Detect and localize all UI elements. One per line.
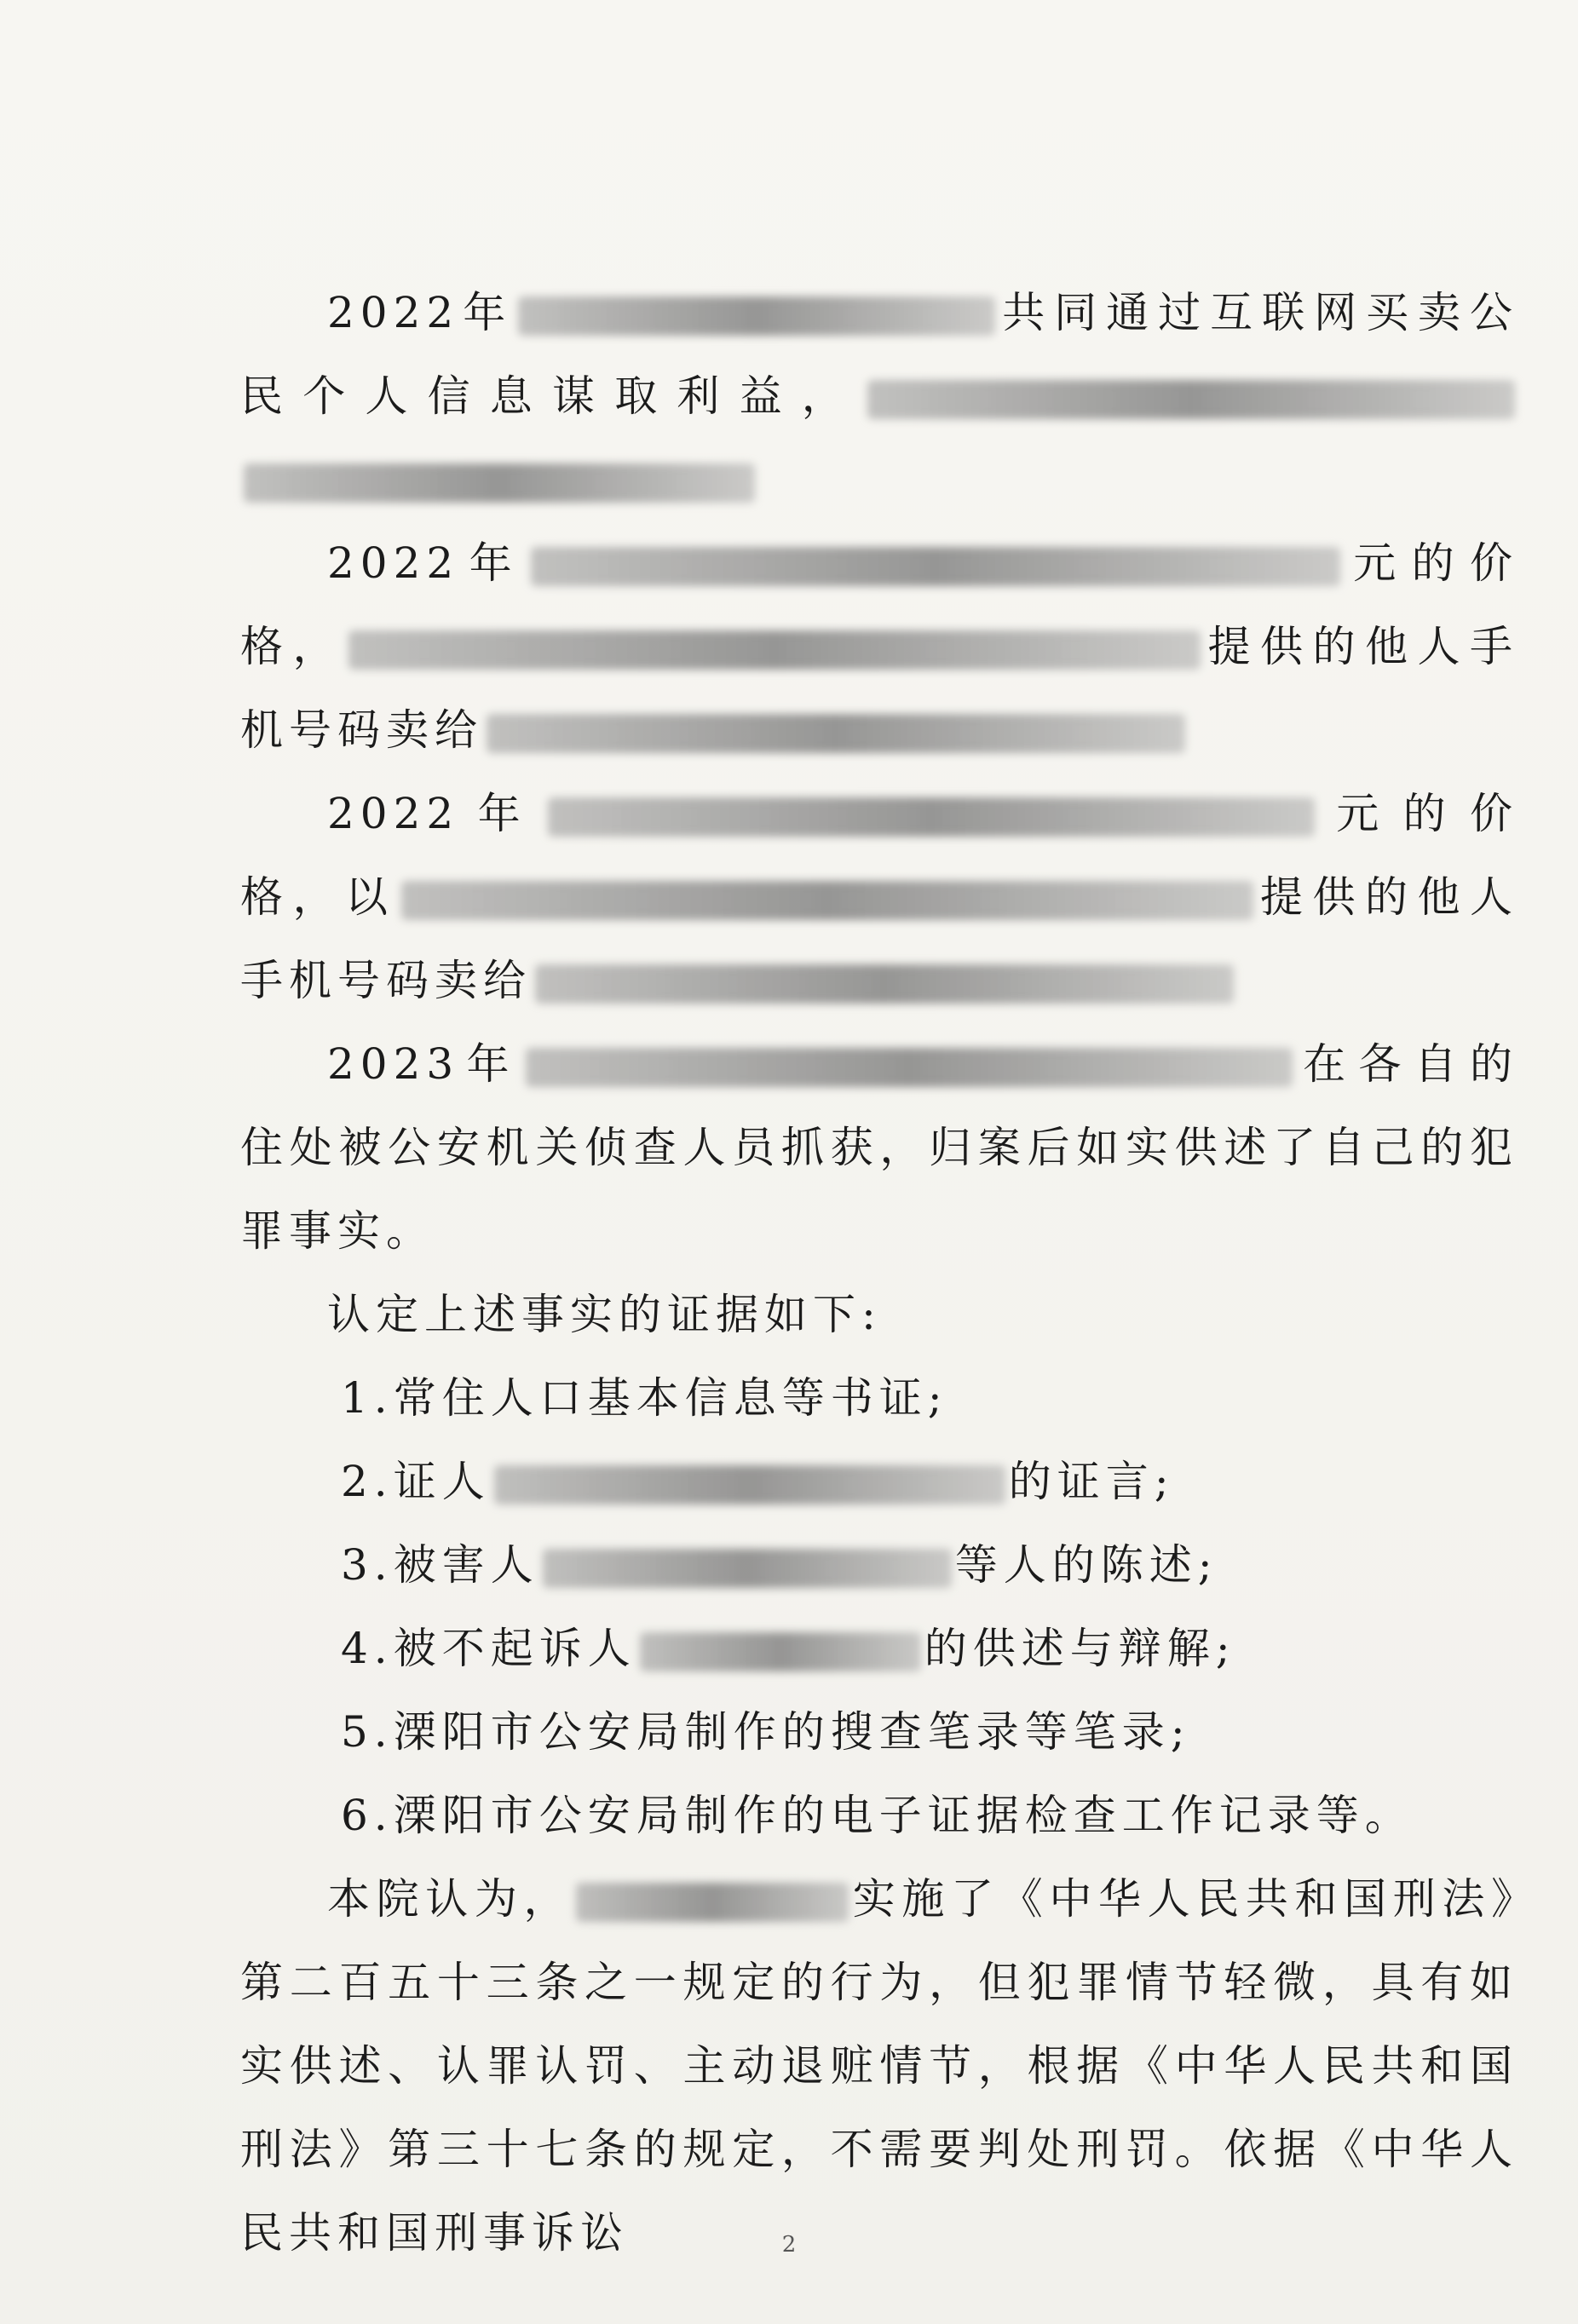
p1-year: 2022年 [327, 288, 515, 337]
redacted-text [518, 296, 995, 336]
paragraph-2 [240, 521, 1518, 772]
redacted-text [543, 1549, 952, 1588]
p4-text: 在各自的住处被公安机关侦查人员抓获，归案后如实供述了自己的犯罪事实。 [240, 1039, 1519, 1256]
evidence-item-1: 1.常住人口基本信息等书证; [341, 1373, 948, 1423]
p5-text: 实施了《中华人民共和国刑法》第二百五十三条之一规定的行为，但犯罪情节轻微，具有如实供述、认罪认罚、主动退赃情节，根据《中华人民共和国刑法》第三十七条的规定，不需要判处刑罚。依据《中华人民共和国刑事诉讼 [240, 1874, 1519, 2258]
item3-prefix: 3.被害人 [341, 1540, 539, 1590]
p2-text: 提供的他人手机号码卖给 [240, 622, 1518, 755]
item2-suffix: 的证言; [1008, 1457, 1175, 1506]
redacted-text [640, 1632, 921, 1671]
evidence-item-4 [240, 1607, 1518, 1690]
redacted-text [244, 463, 755, 503]
evidence-item-3 [240, 1523, 1518, 1607]
p1-text: 共同通过互联网买卖公民个人信息谋取利益， [240, 288, 1519, 421]
document-body [240, 271, 1518, 2275]
redacted-text [576, 1883, 849, 1922]
redacted-text [487, 714, 1185, 753]
p4-year: 2023年 [327, 1039, 522, 1089]
redacted-text [535, 964, 1234, 1004]
p2-year: 2022年 [327, 538, 527, 588]
p3-text: 提供的他人手机号码卖给 [240, 872, 1518, 1005]
p3-year: 2022年 [327, 789, 544, 838]
evidence-item-6: 6.溧阳市公安局制作的电子证据检查工作记录等。 [341, 1791, 1414, 1840]
redacted-text [526, 1048, 1293, 1087]
paragraph-1 [240, 271, 1518, 521]
paragraph-4 [240, 1022, 1518, 1273]
evidence-item-5: 5.溧阳市公安局制作的搜查笔录等笔录; [341, 1707, 1191, 1757]
redacted-text [348, 630, 1201, 670]
item4-suffix: 的供述与辩解; [924, 1624, 1236, 1673]
redacted-text [548, 797, 1315, 837]
item3-suffix: 等人的陈述; [954, 1540, 1218, 1590]
item4-prefix: 4.被不起诉人 [341, 1624, 636, 1673]
item2-prefix: 2.证人 [341, 1457, 491, 1506]
evidence-item-2 [240, 1440, 1518, 1523]
redacted-text [401, 881, 1253, 920]
redacted-text [867, 380, 1515, 419]
redacted-text [531, 547, 1340, 586]
paragraph-3 [240, 772, 1518, 1022]
redacted-text [494, 1465, 1005, 1504]
p2-price: 元的价格， [240, 538, 1519, 671]
evidence-intro: 认定上述事实的证据如下: [327, 1290, 882, 1339]
p5-prefix: 本院认为， [327, 1874, 573, 1924]
p3-price: 元的价格，以 [240, 789, 1519, 922]
page-number: 2 [781, 2232, 797, 2258]
paragraph-court-opinion [240, 1857, 1518, 2275]
